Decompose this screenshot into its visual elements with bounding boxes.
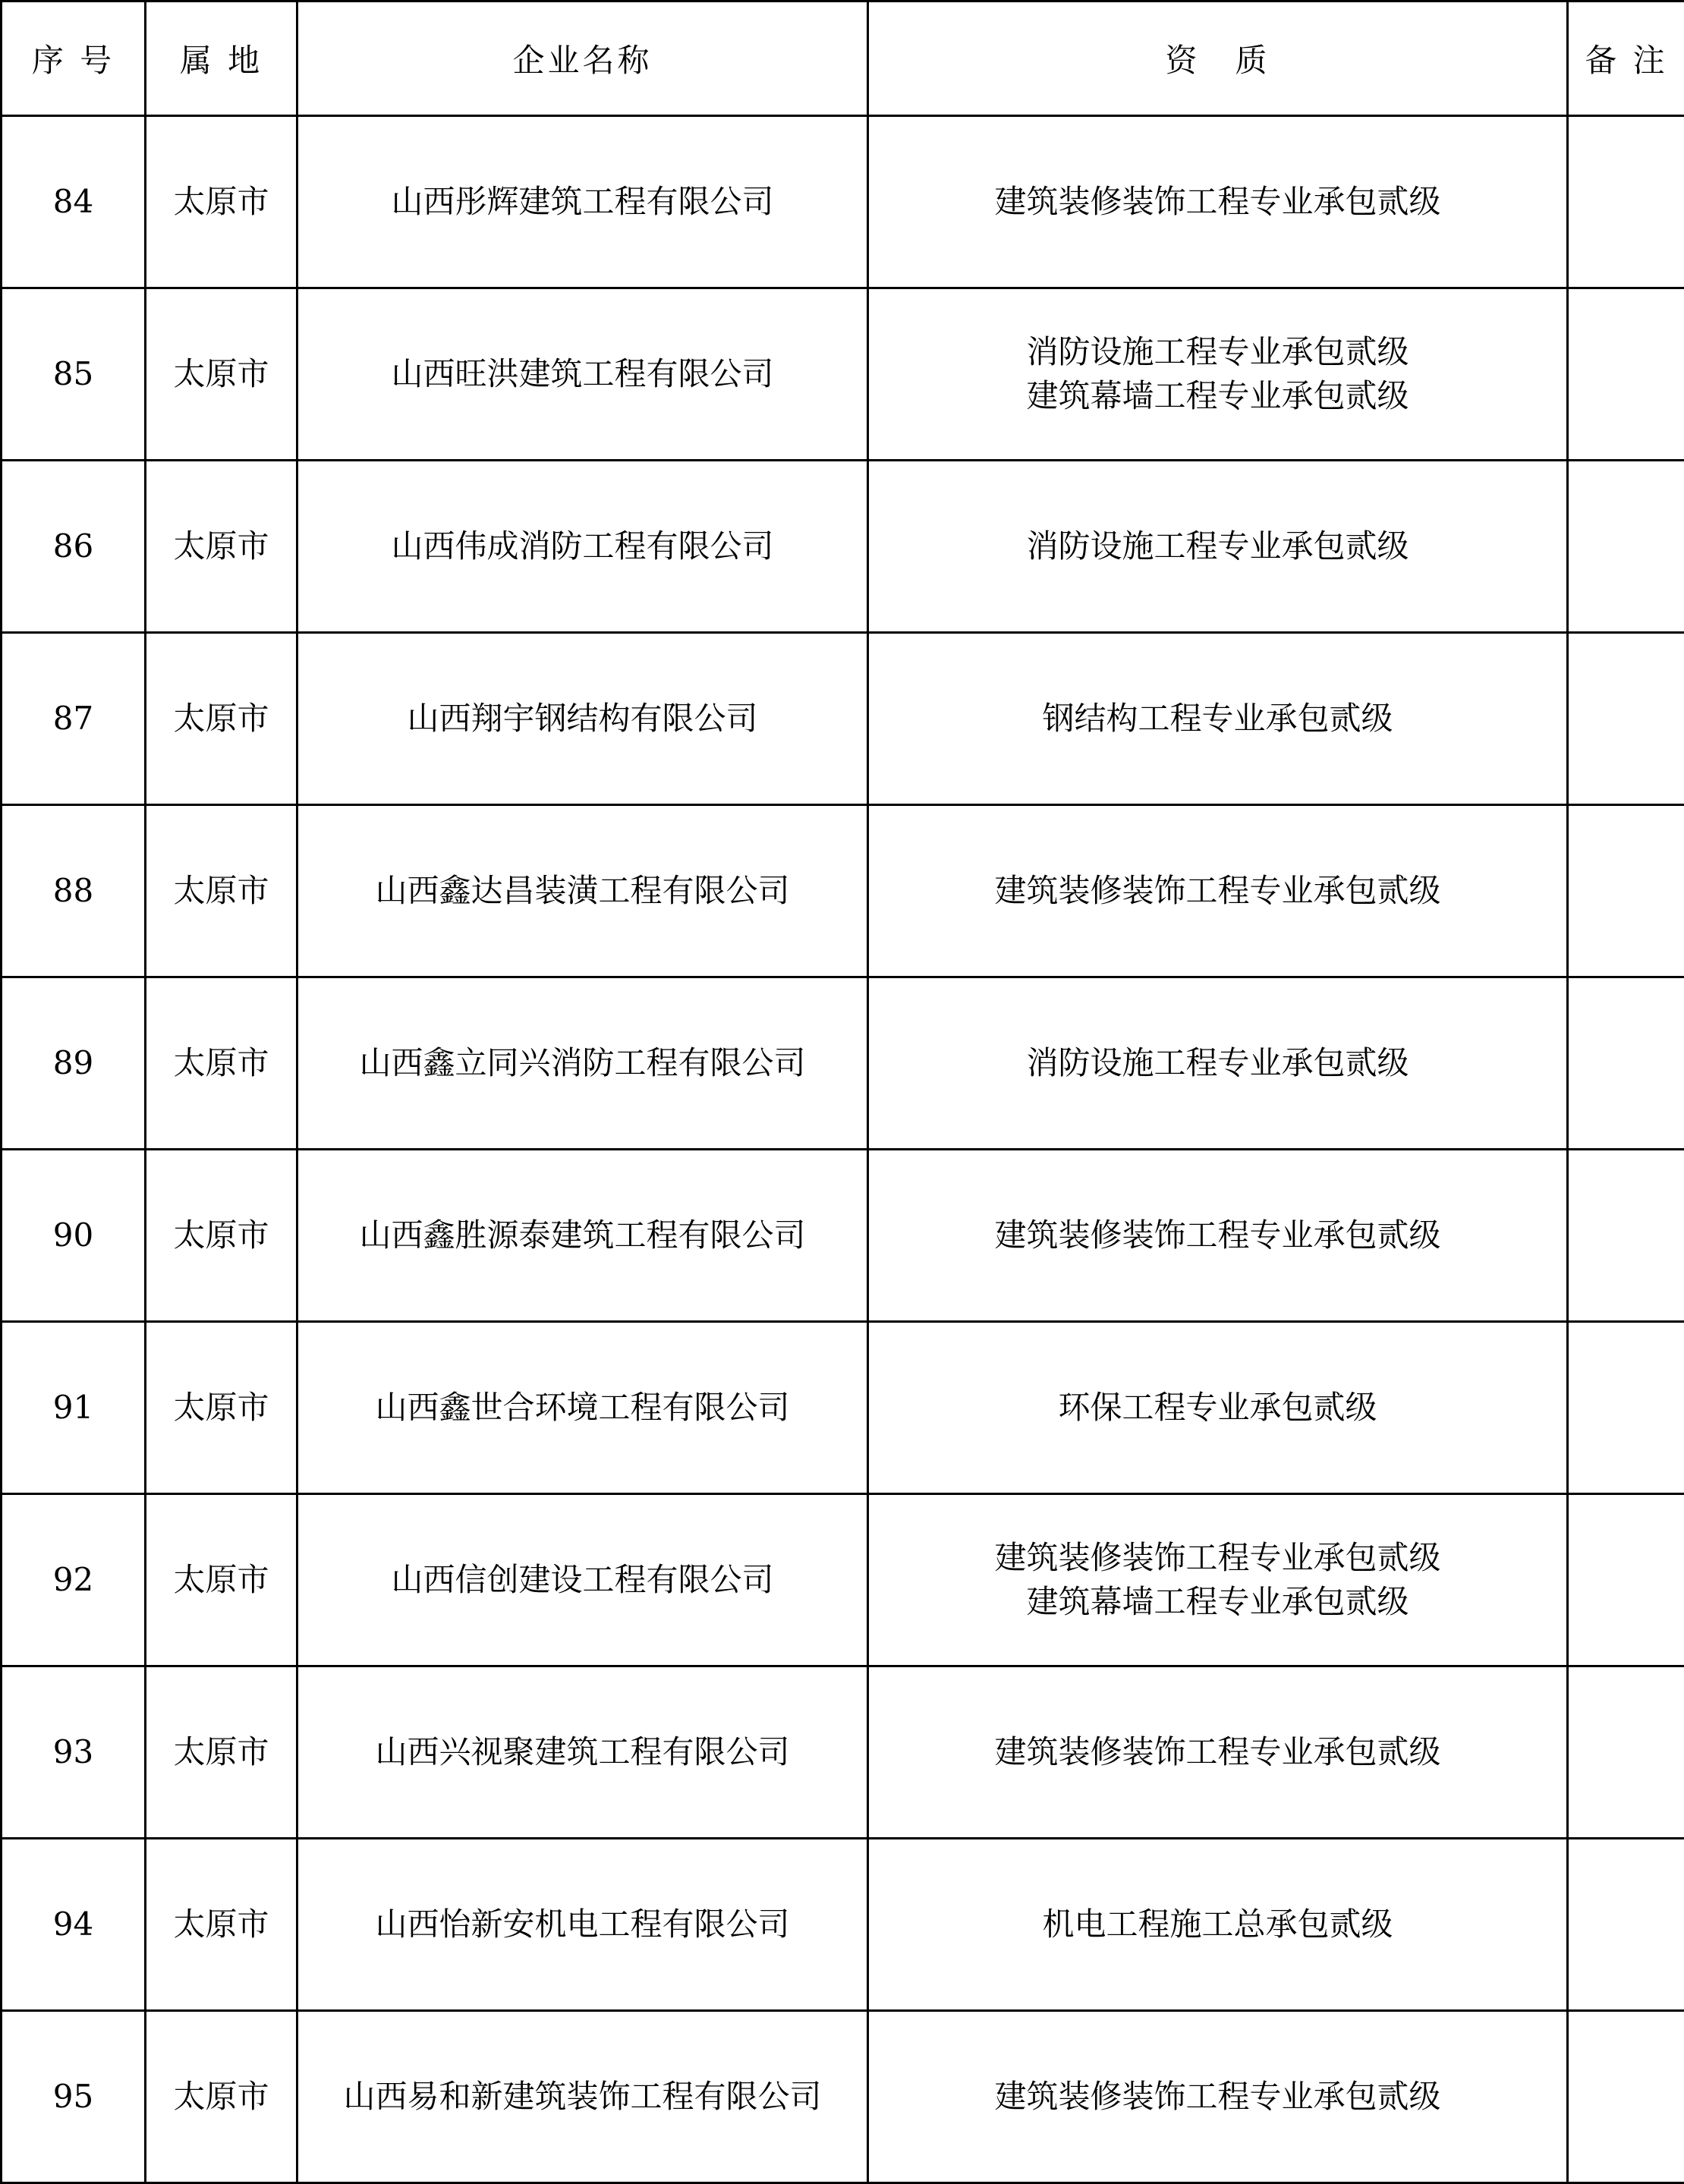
- table-row: [2, 116, 1684, 288]
- qualification-line: 消防设施工程专业承包贰级: [869, 524, 1566, 568]
- row-company-name: 山西伟成消防工程有限公司: [297, 461, 868, 633]
- table-row: [2, 1839, 1684, 2011]
- qualification-line: 建筑装修装饰工程专业承包贰级: [869, 869, 1566, 913]
- row-company-name: 山西鑫达昌装潢工程有限公司: [297, 805, 868, 977]
- row-qualification: [868, 288, 1568, 461]
- row-company-name: 山西彤辉建筑工程有限公司: [297, 116, 868, 288]
- row-remarks: [1568, 633, 1684, 805]
- row-qualification: [868, 1322, 1568, 1494]
- row-remarks: [1568, 805, 1684, 977]
- table-row: [2, 288, 1684, 461]
- row-number: 91: [2, 1322, 146, 1494]
- row-remarks: [1568, 1494, 1684, 1666]
- row-remarks: [1568, 1839, 1684, 2011]
- table-row: [2, 1150, 1684, 1322]
- row-company-name: 山西信创建设工程有限公司: [297, 1494, 868, 1666]
- row-company-name: 山西怡新安机电工程有限公司: [297, 1839, 868, 2011]
- table-body: [2, 116, 1684, 2183]
- row-company-name: 山西翔宇钢结构有限公司: [297, 633, 868, 805]
- table-row: [2, 461, 1684, 633]
- row-number: 85: [2, 288, 146, 461]
- qualification-line: 建筑装修装饰工程专业承包贰级: [869, 2075, 1566, 2119]
- row-region: 太原市: [146, 633, 297, 805]
- row-number: 89: [2, 977, 146, 1150]
- row-region: 太原市: [146, 116, 297, 288]
- table-row: [2, 805, 1684, 977]
- row-company-name: 山西鑫胜源泰建筑工程有限公司: [297, 1150, 868, 1322]
- row-number: 92: [2, 1494, 146, 1666]
- qualification-line: 建筑幕墙工程专业承包贰级: [869, 1580, 1566, 1624]
- row-remarks: [1568, 2011, 1684, 2183]
- qualification-line: 建筑装修装饰工程专业承包贰级: [869, 1213, 1566, 1257]
- qualification-line: 机电工程施工总承包贰级: [869, 1902, 1566, 1946]
- row-region: 太原市: [146, 461, 297, 633]
- qualification-line: 消防设施工程专业承包贰级: [869, 1041, 1566, 1085]
- table-header: [2, 2, 1684, 116]
- qualification-line: 消防设施工程专业承包贰级: [869, 330, 1566, 374]
- row-company-name: 山西旺洪建筑工程有限公司: [297, 288, 868, 461]
- table-row: [2, 1322, 1684, 1494]
- table-row: [2, 633, 1684, 805]
- row-number: 94: [2, 1839, 146, 2011]
- row-company-name: 山西易和新建筑装饰工程有限公司: [297, 2011, 868, 2183]
- row-number: 87: [2, 633, 146, 805]
- header-region: 属 地: [146, 2, 297, 116]
- row-qualification: [868, 1494, 1568, 1666]
- header-row: [2, 2, 1684, 116]
- row-region: 太原市: [146, 1494, 297, 1666]
- row-region: 太原市: [146, 977, 297, 1150]
- qualification-line: 建筑幕墙工程专业承包贰级: [869, 374, 1566, 418]
- row-qualification: [868, 805, 1568, 977]
- row-remarks: [1568, 1322, 1684, 1494]
- qualification-line: 建筑装修装饰工程专业承包贰级: [869, 1730, 1566, 1774]
- row-number: 90: [2, 1150, 146, 1322]
- row-qualification: [868, 461, 1568, 633]
- row-company-name: 山西兴视聚建筑工程有限公司: [297, 1666, 868, 1839]
- row-region: 太原市: [146, 805, 297, 977]
- qualification-line: 环保工程专业承包贰级: [869, 1386, 1566, 1430]
- qualification-line: 钢结构工程专业承包贰级: [869, 697, 1566, 741]
- row-qualification: [868, 1666, 1568, 1839]
- table-row: [2, 2011, 1684, 2183]
- table-row: [2, 1494, 1684, 1666]
- row-qualification: [868, 633, 1568, 805]
- row-number: 88: [2, 805, 146, 977]
- row-region: 太原市: [146, 288, 297, 461]
- row-number: 86: [2, 461, 146, 633]
- row-qualification: [868, 1150, 1568, 1322]
- header-remarks: 备 注: [1568, 2, 1684, 116]
- row-company-name: 山西鑫立同兴消防工程有限公司: [297, 977, 868, 1150]
- row-region: 太原市: [146, 1666, 297, 1839]
- row-remarks: [1568, 1150, 1684, 1322]
- row-qualification: [868, 2011, 1568, 2183]
- row-region: 太原市: [146, 1839, 297, 2011]
- row-number: 84: [2, 116, 146, 288]
- row-region: 太原市: [146, 1150, 297, 1322]
- row-remarks: [1568, 1666, 1684, 1839]
- row-qualification: [868, 977, 1568, 1150]
- qualification-line: 建筑装修装饰工程专业承包贰级: [869, 1536, 1566, 1580]
- header-qualification: 资 质: [868, 2, 1568, 116]
- row-qualification: [868, 1839, 1568, 2011]
- row-number: 95: [2, 2011, 146, 2183]
- row-remarks: [1568, 977, 1684, 1150]
- row-remarks: [1568, 116, 1684, 288]
- row-company-name: 山西鑫世合环境工程有限公司: [297, 1322, 868, 1494]
- row-qualification: [868, 116, 1568, 288]
- header-no: 序 号: [2, 2, 146, 116]
- row-region: 太原市: [146, 1322, 297, 1494]
- table-row: [2, 1666, 1684, 1839]
- row-number: 93: [2, 1666, 146, 1839]
- row-region: 太原市: [146, 2011, 297, 2183]
- row-remarks: [1568, 288, 1684, 461]
- row-remarks: [1568, 461, 1684, 633]
- table-row: [2, 977, 1684, 1150]
- qualification-line: 建筑装修装饰工程专业承包贰级: [869, 180, 1566, 224]
- header-company: 企业名称: [297, 2, 868, 116]
